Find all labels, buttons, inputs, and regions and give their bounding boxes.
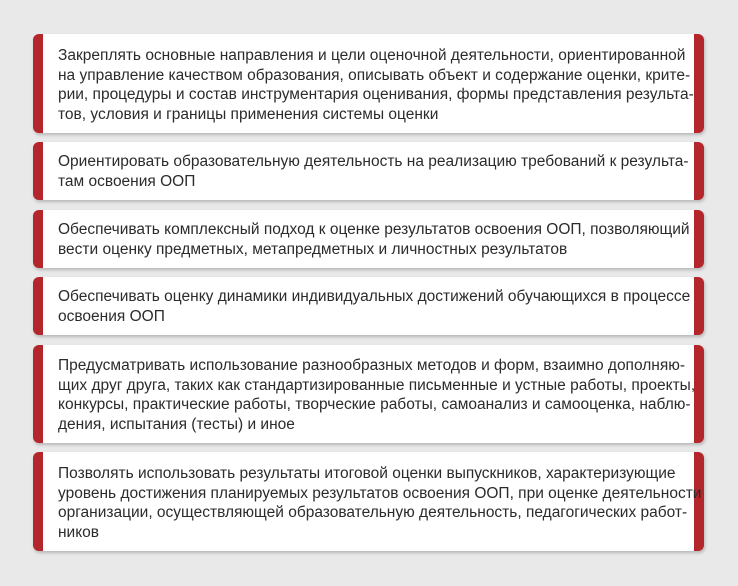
item-text-line: Закреплять основные направления и цели оценочной деятельности, ориентированной [58, 47, 686, 64]
item-text-5 [58, 356, 696, 434]
item-text-line: уровень достижения планируемых результатов освоения ООП, при оценке деятельности [58, 484, 702, 502]
item-text-line: Позволять использовать результаты итоговой оценки выпускников, характеризующие [58, 465, 676, 482]
item-text-line: там освоения ООП [58, 172, 196, 190]
item-text-line: Обеспечивать оценку динамики индивидуальных достижений обучающихся в процессе [58, 288, 691, 305]
item-text-line: рии, процедуры и состав инструментария оценивания, формы представления результа- [58, 86, 694, 103]
item-text-line: тов, условия и границы применения системы оценки [58, 105, 439, 123]
item-card-6 [33, 452, 704, 551]
item-text-line: конкурсы, практические работы, творческие работы, самоанализ и самооценка, наблю- [58, 396, 691, 413]
item-text-line: на управление качеством образования, описывать объект и содержание оценки, крите- [58, 66, 691, 84]
item-text-line: Ориентировать образовательную деятельность на реализацию требований к результа- [58, 153, 689, 170]
item-card-5 [33, 345, 704, 443]
item-text-line: ников [58, 523, 100, 541]
item-text-1 [58, 46, 694, 124]
item-text-line: организации, осуществляющей образовательную деятельность, педагогических работ- [58, 504, 688, 521]
item-text-6 [58, 464, 702, 542]
item-card-3 [33, 210, 704, 268]
item-text-line: вести оценку предметных, метапредметных и личностных результатов [58, 240, 568, 258]
item-card-4 [33, 277, 704, 335]
item-text-line: освоения ООП [58, 307, 165, 325]
item-text-line: Обеспечивать комплексный подход к оценке результатов освоения ООП, позволяющий [58, 221, 690, 238]
item-card-1 [33, 34, 704, 133]
item-card-2 [33, 142, 704, 200]
item-text-line: Предусматривать использование разнообразных методов и форм, взаимно дополняю- [58, 357, 686, 374]
item-text-4 [58, 287, 691, 326]
item-text-line: дения, испытания (тесты) и иное [58, 415, 295, 433]
item-text-3 [58, 220, 690, 259]
item-text-2 [58, 152, 689, 191]
item-text-line: щих друг друга, таких как стандартизированные письменные и устные работы, проекты, [58, 376, 696, 394]
